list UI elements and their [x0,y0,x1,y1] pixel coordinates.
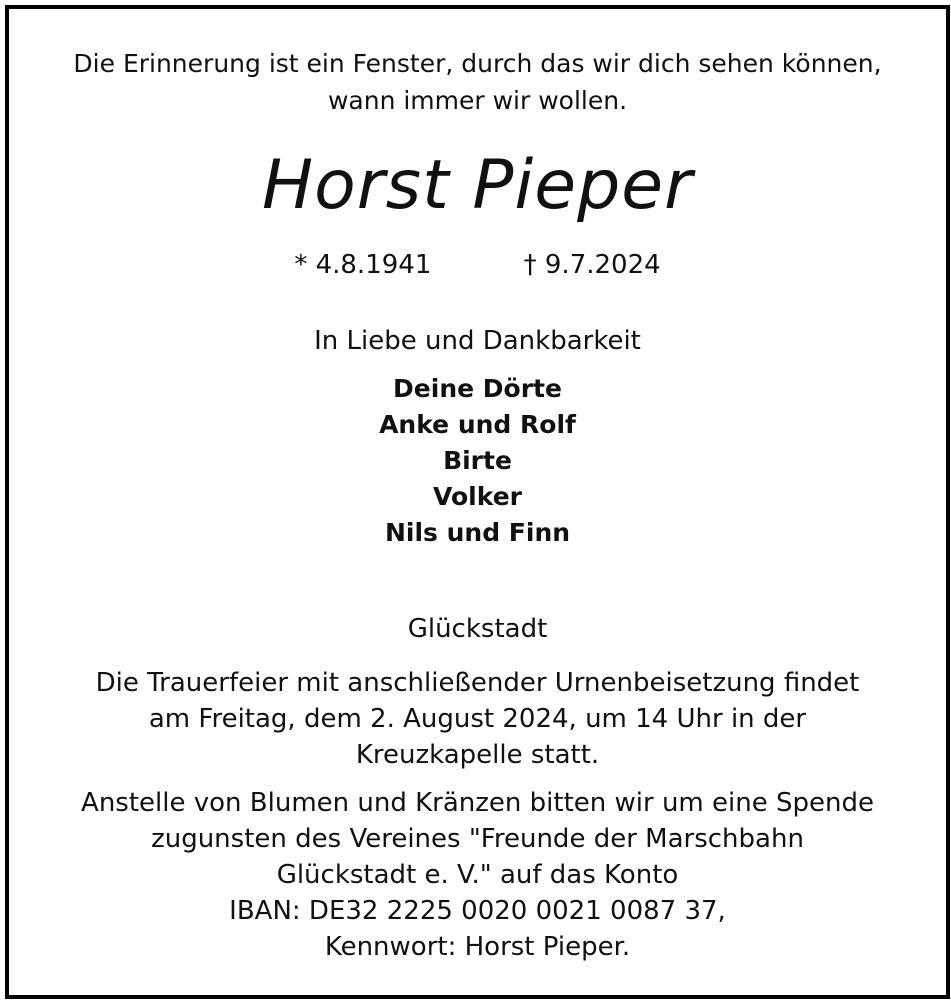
birth-date: * 4.8.1941 [294,250,432,280]
donation-line: Glückstadt e. V." auf das Konto [276,860,679,890]
notice-content [9,9,946,995]
city: Glückstadt [407,614,548,644]
family-member: Anke und Rolf [379,410,576,439]
ceremony-line: Kreuzkapelle statt. [355,740,600,770]
family-member: Birte [443,446,512,475]
motto [9,45,946,119]
donation-line: zugunsten des Vereines "Freunde der Marschbahn [151,824,804,854]
donation-iban: IBAN: DE32 2225 0020 0021 0087 37, [229,896,726,926]
family-member: Deine Dörte [393,374,562,403]
ceremony-line: am Freitag, dem 2. August 2024, um 14 Uhr in der [148,704,807,734]
death-date: † 9.7.2024 [523,250,661,280]
family-member: Volker [433,482,522,511]
family-member: Nils und Finn [384,518,571,547]
family-list [9,371,946,551]
ceremony-line: Die Trauerfeier mit anschließender Urnenbeisetzung findet [95,668,860,698]
donation-line: Anstelle von Blumen und Kränzen bitten wir um eine Spende [81,788,874,818]
love-line: In Liebe und Dankbarkeit [314,326,641,356]
deceased-name: Horst Pieper [261,146,694,225]
donation-info [9,785,946,965]
motto-line: Die Erinnerung ist ein Fenster, durch das wir dich sehen können, [73,49,882,78]
life-dates [9,245,946,285]
notice-frame [5,5,950,999]
ceremony-info [9,665,946,773]
motto-line: wann immer wir wollen. [327,86,628,115]
donation-keyword: Kennwort: Horst Pieper. [324,932,631,962]
